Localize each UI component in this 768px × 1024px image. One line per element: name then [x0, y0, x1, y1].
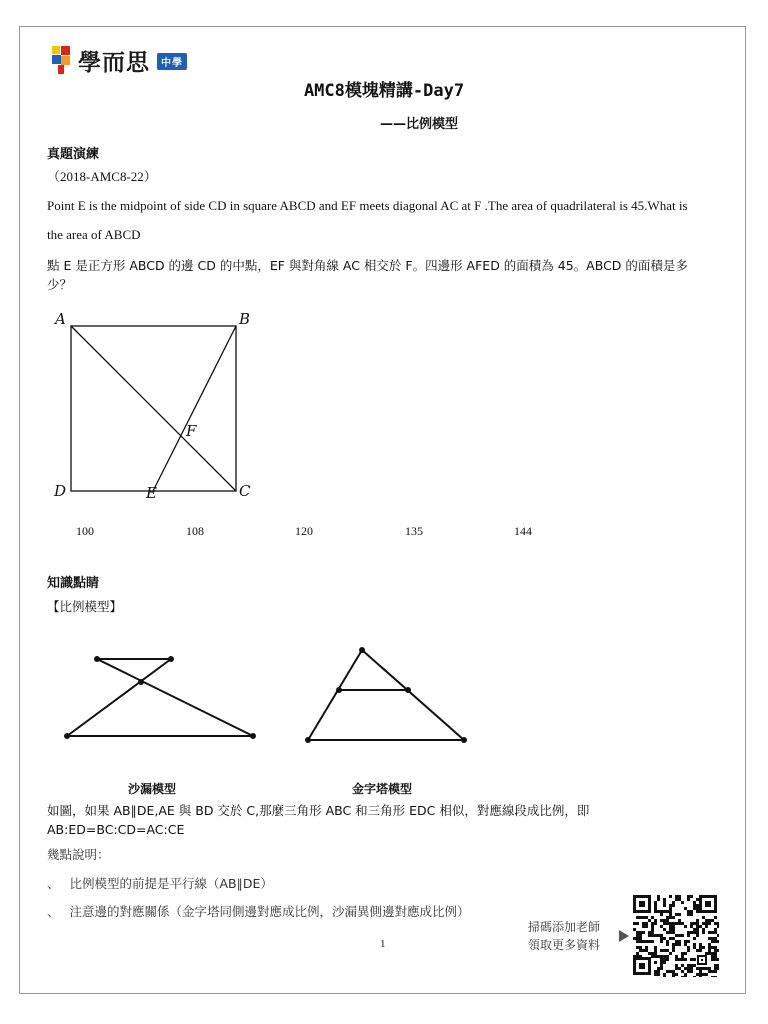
option-5: 144 — [514, 524, 532, 538]
explanation-line2: AB:ED=BC:CD=AC:CE — [47, 822, 185, 837]
label-e: E — [146, 484, 157, 502]
label-c: C — [239, 482, 251, 500]
option-1: 100 — [76, 524, 94, 538]
problem-chinese-line2: 少？ — [47, 277, 73, 292]
qr-caption-line2: 領取更多資料 — [528, 938, 601, 952]
section-heading-knowledge: 知識點睛 — [47, 576, 100, 591]
problem-english-line2: the area of ABCD — [47, 227, 141, 242]
qr-code-icon[interactable] — [631, 893, 719, 977]
note-item-2 — [47, 902, 470, 922]
pyramid-caption: 金字塔模型 — [352, 782, 413, 796]
page-title: AMC8模塊精講-Day7 — [303, 81, 465, 101]
line-be — [153, 326, 236, 491]
square-figure — [40, 300, 270, 510]
hourglass-caption: 沙漏模型 — [128, 782, 177, 796]
qr-caption-line1: 掃碼添加老師 — [528, 920, 601, 934]
diagonal-ac — [71, 326, 236, 491]
logo-badge: 中學 — [157, 53, 187, 70]
note-item-1 — [47, 874, 273, 894]
qr-caption — [528, 918, 600, 954]
note-text: 比例模型的前提是平行線（AB∥DE） — [69, 876, 273, 891]
xueersi-logo-icon — [50, 44, 72, 76]
note-bullet: 、 — [47, 876, 60, 891]
problem-chinese-line1: 點 E 是正方形 ABCD 的邊 CD 的中點，EF 與對角線 AC 相交於 F。四邊形 AFED 的面積為 45。ABCD 的面積是多 — [47, 258, 688, 273]
label-d: D — [54, 482, 67, 500]
explanation-line1: 如圖，如果 AB∥DE,AE 與 BD 交於 C,那麼三角形 ABC 和三角形 EDC 相似，對應線段成比例，即 — [47, 803, 590, 818]
logo-text: 學而思 — [78, 50, 150, 76]
page-number: 1 — [380, 938, 386, 950]
problem-source: （2018-AMC8-22） — [47, 169, 157, 184]
option-3: 120 — [295, 524, 313, 538]
model-bracket-title: 【比例模型】 — [47, 599, 123, 614]
label-b: B — [239, 310, 251, 328]
page-subtitle: ——比例模型 — [380, 117, 459, 132]
problem-english-line1: Point E is the midpoint of side CD in square ABCD and EF meets diagonal AC at F .The area of quadrilateral is 45.What is — [47, 198, 688, 213]
section-heading-practice: 真題演練 — [47, 147, 100, 162]
option-4: 135 — [405, 524, 423, 538]
notes-title: 幾點說明： — [47, 847, 110, 862]
option-2: 108 — [186, 524, 204, 538]
label-f: F — [186, 422, 197, 440]
hourglass-model-figure — [58, 648, 268, 748]
note-text: 注意邊的對應關係（金字塔同側邊對應成比例，沙漏異側邊對應成比例） — [69, 904, 470, 919]
play-arrow-icon — [619, 930, 629, 942]
pyramid-model-figure — [298, 640, 478, 750]
note-bullet: 、 — [47, 904, 60, 919]
label-a: A — [55, 310, 66, 328]
